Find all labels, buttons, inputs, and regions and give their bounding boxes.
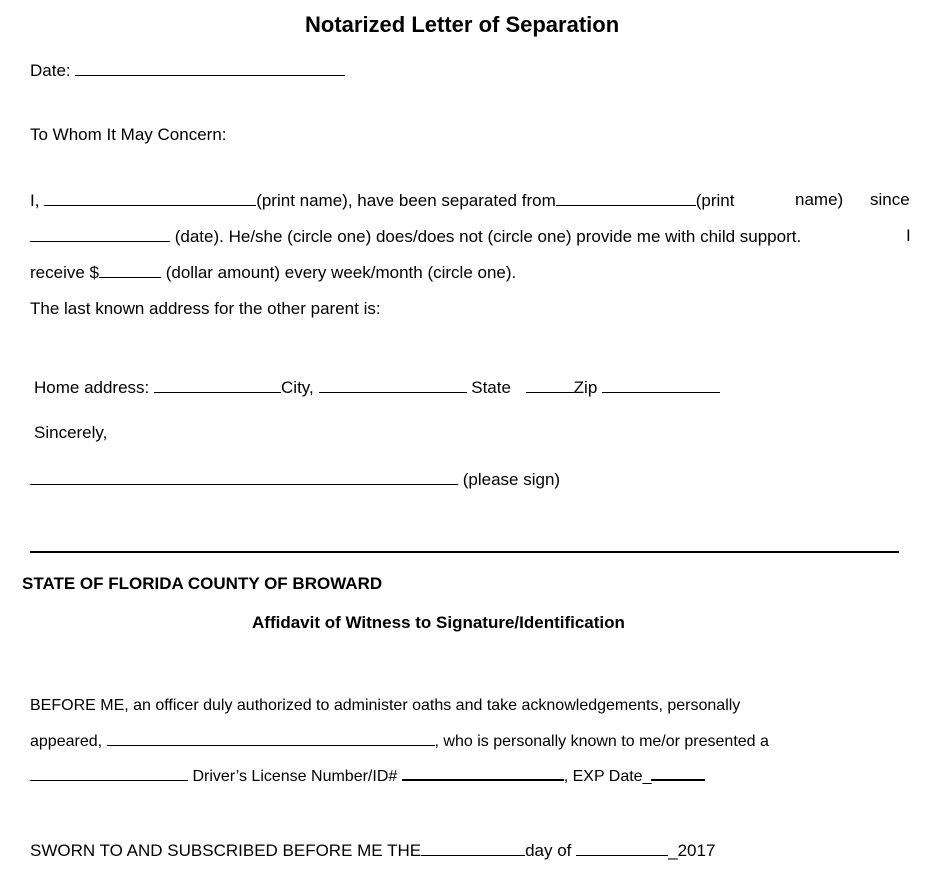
city-label: City, [281, 378, 314, 397]
sworn-month-field[interactable] [576, 840, 668, 856]
address-line [34, 377, 720, 398]
child-support-text: (date). He/she (circle one) does/does not (circle one) provide me with child support. [174, 227, 802, 246]
sworn-text: SWORN TO AND SUBSCRIBED BEFORE ME THE [30, 841, 422, 860]
zip-field[interactable] [602, 377, 720, 393]
since-word: since [870, 190, 910, 209]
exp-date-label: , EXP Date [563, 768, 643, 785]
date-label: Date: [30, 61, 71, 80]
salutation: To Whom It May Concern: [30, 125, 227, 144]
home-address-field[interactable] [154, 377, 281, 393]
please-sign-label: (please sign) [462, 470, 561, 489]
paragraph-line-2 [30, 226, 801, 247]
other-name-field[interactable] [556, 190, 696, 206]
paragraph-line-1 [30, 190, 734, 211]
id-type-field[interactable] [30, 765, 188, 781]
dollar-amount-text: (dollar amount) every week/month (circle one). [165, 263, 517, 282]
separated-from-text: (print name), have been separated from [256, 191, 556, 210]
affidavit-line-1: BEFORE ME, an officer duly authorized to administer oaths and take acknowledgements, personally [30, 697, 741, 714]
appeared-text: appeared, [30, 733, 103, 750]
paragraph-line-4: The last known address for the other parent is: [30, 299, 381, 318]
document-title: Notarized Letter of Separation [305, 12, 620, 37]
section-divider [30, 551, 899, 553]
drivers-license-label: Driver’s License Number/ID# [192, 768, 398, 785]
signature-field[interactable] [30, 469, 458, 485]
day-of-text: day of [525, 841, 572, 860]
year-text: _2017 [668, 841, 716, 860]
sworn-day-field[interactable] [421, 840, 525, 856]
affidavit-line-2 [30, 730, 769, 752]
signature-line [30, 469, 560, 490]
separation-date-field[interactable] [30, 226, 170, 242]
affidavit-line-3 [30, 764, 705, 787]
state-county-heading: STATE OF FLORIDA COUNTY OF BROWARD [22, 574, 383, 593]
paragraph-line-3 [30, 262, 516, 283]
state-field[interactable] [526, 377, 574, 393]
i-word: I [906, 226, 911, 245]
affidavit-title: Affidavit of Witness to Signature/Identification [252, 613, 625, 632]
date-line [30, 60, 345, 81]
exp-date-underscore: _ [642, 768, 652, 785]
license-number-field[interactable] [402, 764, 564, 781]
text-i: I, [30, 191, 40, 210]
receive-text: receive $ [30, 263, 99, 282]
city-field[interactable] [319, 377, 467, 393]
home-address-label: Home address: [34, 378, 150, 397]
personally-known-text: , who is personally known to me/or presented a [434, 733, 769, 750]
appeared-name-field[interactable] [107, 730, 435, 746]
print-name-field[interactable] [44, 190, 256, 206]
state-label: State [471, 378, 511, 397]
name-word: name) [795, 190, 844, 209]
sworn-line [30, 840, 715, 861]
closing: Sincerely, [34, 423, 108, 442]
exp-date-field[interactable] [651, 764, 705, 781]
print-text: (print [695, 191, 735, 210]
date-field[interactable] [75, 60, 345, 76]
zip-label: Zip [573, 378, 598, 397]
dollar-amount-field[interactable] [99, 262, 161, 278]
